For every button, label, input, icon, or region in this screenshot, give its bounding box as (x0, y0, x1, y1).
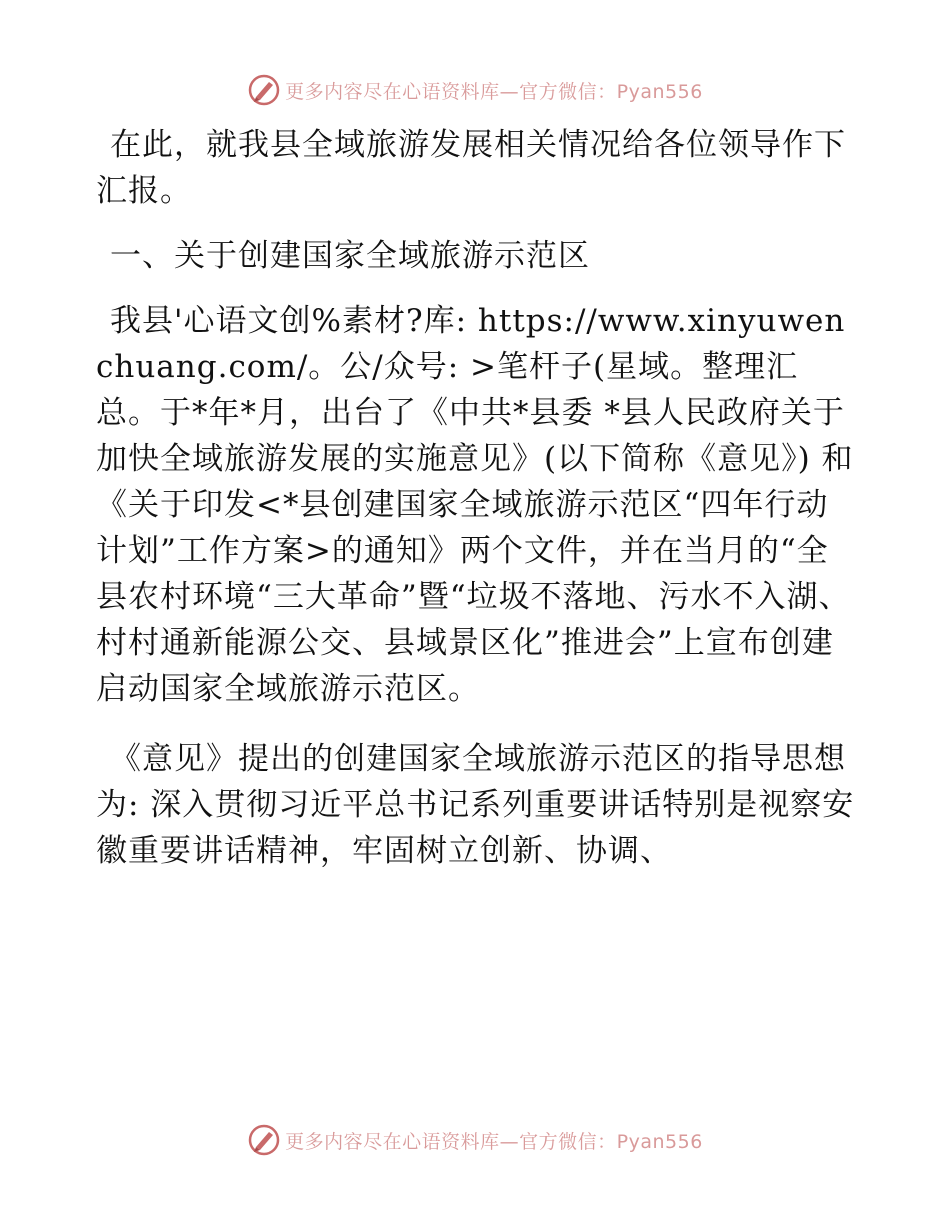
watermark-logo-icon (247, 73, 281, 107)
section-heading: 一、关于创建国家全域旅游示范区 (110, 238, 590, 274)
document-body (96, 122, 856, 874)
paragraph-main: 我县'心语文创%素材?库: https://www.xinyuwenchuang.com/。公/众号: >笔杆子(星域。整理汇总。于*年*月，出台了《中共*县委 *县人民政府关于加快全域旅游发展的实施意见》(以下简称《意见》) 和《关于印发<*县创建国家全域旅游示范区“四年行动计划”工作方案>的通知》两个文件，并在当月的“全县农村环境“三大革命”暨“垃圾不落地、污水不入湖、村村通新能源公交、县域景区化”推进会”上宣布创建启动国家全域旅游示范区。 (96, 303, 854, 707)
paragraph-intro: 在此，就我县全域旅游发展相关情况给各位领导作下汇报。 (96, 127, 846, 209)
header-watermark (0, 70, 950, 110)
watermark-text: 更多内容尽在心语资料库—官方微信：Pyan556 (285, 1130, 703, 1153)
watermark-logo-icon (247, 1123, 281, 1157)
footer-watermark (0, 1120, 950, 1160)
paragraph-guideline: 《意见》提出的创建国家全域旅游示范区的指导思想为: 深入贯彻习近平总书记系列重要讲话特别是视察安徽重要讲话精神，牢固树立创新、协调、 (96, 741, 855, 869)
watermark-text: 更多内容尽在心语资料库—官方微信：Pyan556 (285, 80, 703, 103)
